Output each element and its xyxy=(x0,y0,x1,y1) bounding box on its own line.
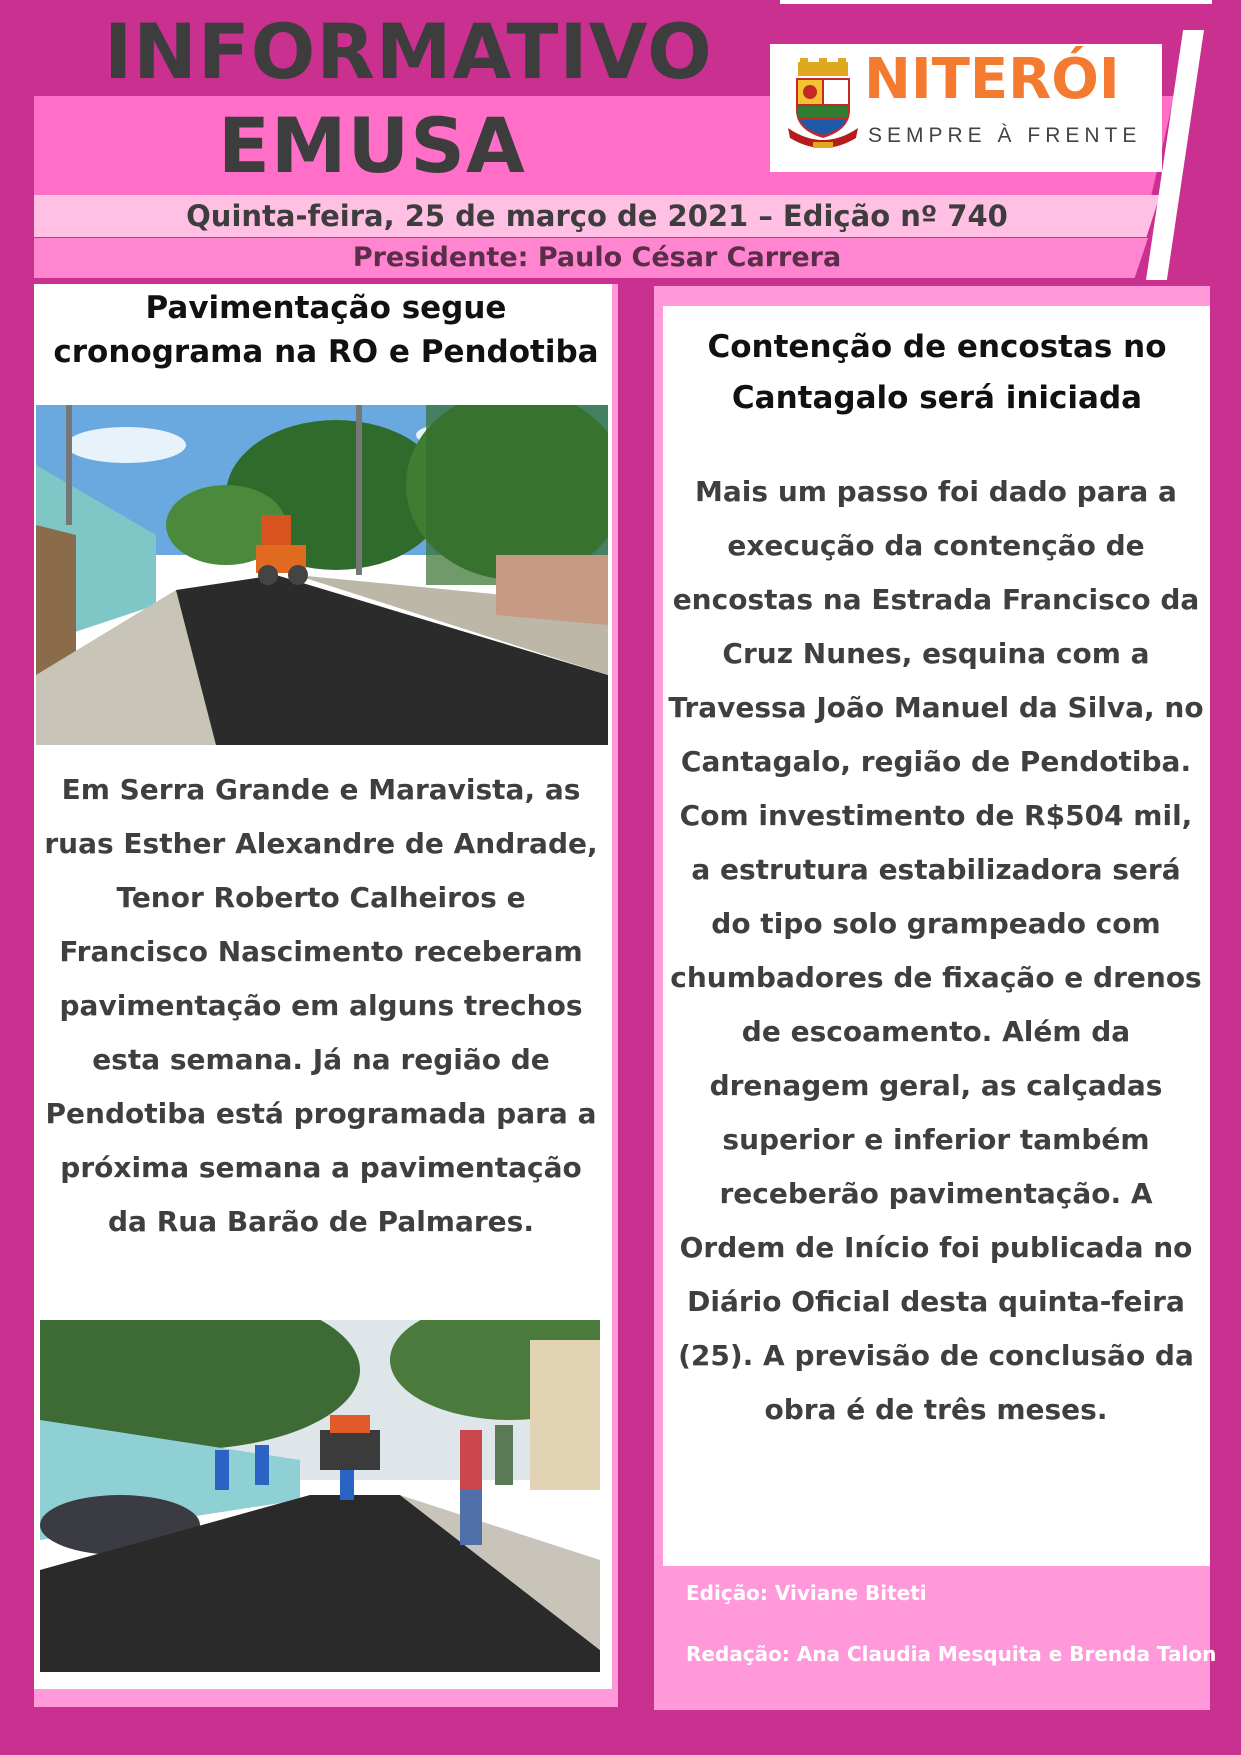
credit-writing: Redação: Ana Claudia Mesquita e Brenda Talon xyxy=(686,1642,1217,1666)
credit-edition: Edição: Viviane Biteti xyxy=(686,1581,927,1605)
top-white-strip xyxy=(780,0,1212,4)
photo-paving-road xyxy=(36,405,608,745)
logo-tagline: SEMPRE À FRENTE xyxy=(868,124,1142,147)
masthead-title-line1: INFORMATIVO xyxy=(104,7,713,96)
niteroi-logo xyxy=(770,44,1162,172)
left-article-body: Em Serra Grande e Maravista, as ruas Esther Alexandre de Andrade, Tenor Roberto Calheiros e Francisco Nascimento receberam pavimentação em alguns trechos esta semana. Já na região de Pendotiba está programada para a próxima semana a pavimentação da Rua Barão de Palmares. xyxy=(44,773,598,1238)
photo-workers-paving xyxy=(40,1320,600,1672)
president-line: Presidente: Paulo César Carrera xyxy=(352,242,842,273)
right-article-headline: Contenção de encostas no Cantagalo será iniciada xyxy=(707,329,1167,416)
left-article-headline: Pavimentação segue cronograma na RO e Pendotiba xyxy=(53,290,599,370)
edition-date: Quinta-feira, 25 de março de 2021 – Edição nº 740 xyxy=(186,199,1008,233)
right-article-body: Mais um passo foi dado para a execução da contenção de encostas na Estrada Francisco da Cruz Nunes, esquina com a Travessa João Manuel da Silva, no Cantagalo, região de Pendotiba. Com investimento de R$504 mil, a estrutura estabilizadora será do tipo solo grampeado com chumbadores de fixação e drenos de escoamento. Além da drenagem geral, as calçadas superior e inferior também receberão pavimentação. A Ordem de Início foi publicada no Diário Oficial desta quinta-feira (25). A previsão de conclusão da obra é de três meses. xyxy=(668,475,1204,1426)
masthead-title-line2: EMUSA xyxy=(218,101,526,190)
logo-name: NITERÓI xyxy=(864,47,1120,112)
city-crest-icon xyxy=(786,58,860,150)
